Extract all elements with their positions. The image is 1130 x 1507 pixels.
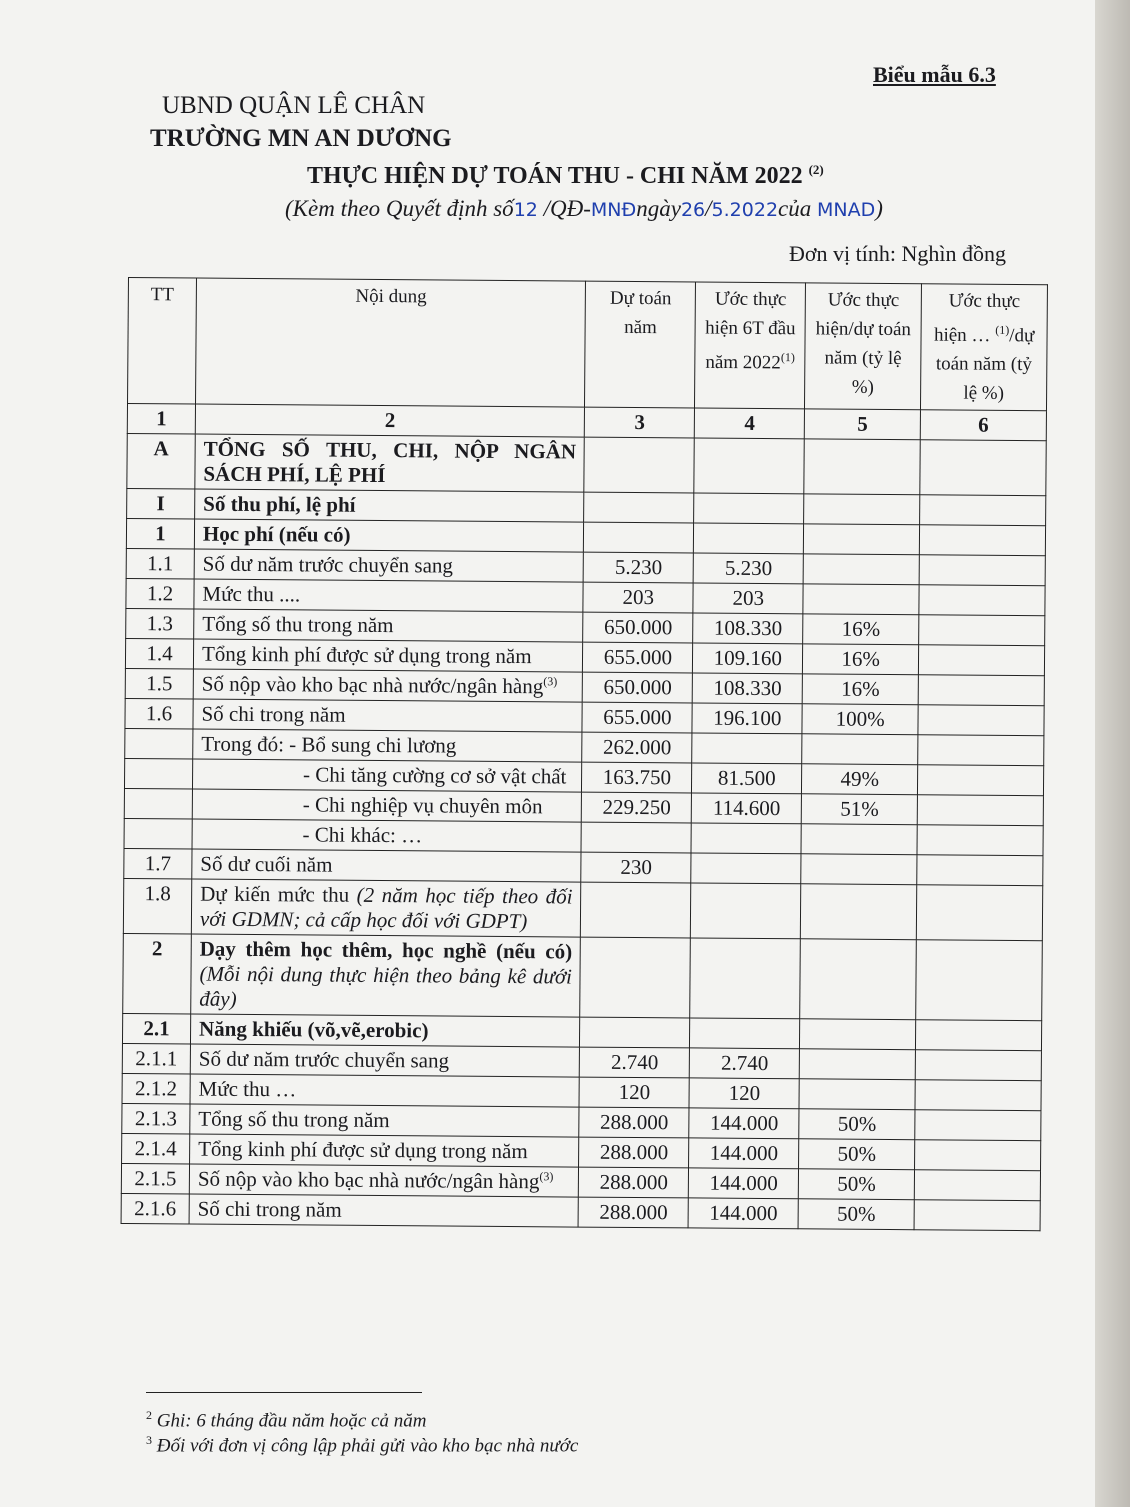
row-number: 2.1.6 (121, 1194, 189, 1225)
row-content-text: - Chi nghiệp vụ chuyên môn (302, 792, 543, 819)
row-content (193, 639, 583, 672)
header-ratio-other-note: (1) (995, 322, 1010, 337)
cell-ratio (804, 439, 920, 495)
row-number: 1.6 (125, 699, 193, 730)
cell-6month-actual (690, 1018, 800, 1049)
col-index: 1 (127, 404, 195, 435)
unit-label: Đơn vị tính: Nghìn đồng (789, 241, 1006, 266)
title-note: (2) (808, 162, 824, 177)
row-content (191, 934, 581, 1017)
cell-estimate: 2.740 (580, 1047, 690, 1078)
row-content-text: Dự kiến mức thu (200, 881, 350, 908)
cell-ratio-other (918, 705, 1044, 736)
cell-ratio: 16% (802, 674, 918, 705)
subtitle-part: / (705, 196, 712, 221)
header-6month-note: (1) (780, 350, 795, 365)
cell-6month-actual: 203 (693, 583, 803, 614)
row-content (190, 1074, 580, 1107)
cell-ratio-other (920, 495, 1046, 526)
handwritten-date: 5.2022 (711, 199, 779, 221)
cell-estimate: 163.750 (582, 762, 692, 793)
cell-ratio: 51% (801, 794, 917, 825)
cell-ratio-other (916, 1020, 1042, 1051)
cell-estimate: 120 (579, 1077, 689, 1108)
cell-estimate (584, 492, 694, 523)
cell-6month-actual (692, 733, 802, 764)
row-content-text: Học phí (nếu có) (202, 521, 351, 548)
row-content (190, 1014, 580, 1047)
row-content (194, 519, 584, 552)
subtitle-part: (Kèm theo Quyết định số (285, 196, 514, 221)
cell-ratio-other (920, 440, 1046, 496)
table-row (123, 934, 1043, 1021)
row-number: 1.7 (124, 849, 192, 880)
header-estimate: Dự toán năm (585, 281, 696, 408)
cell-estimate: 288.000 (579, 1137, 689, 1168)
row-content-text: Số nộp vào kho bạc nhà nước/ngân hàng (201, 671, 544, 699)
cell-estimate: 230 (581, 852, 691, 883)
row-number: 2.1 (122, 1014, 190, 1045)
cell-estimate: 288.000 (579, 1167, 689, 1198)
footnote-mark: 2 (146, 1408, 152, 1422)
row-content-text: Tổng số thu trong năm (198, 1106, 390, 1133)
handwritten-issuer: MNAD (817, 199, 876, 221)
row-content-text: Mức thu … (198, 1076, 297, 1102)
col-index: 4 (695, 408, 805, 439)
header-tt: TT (128, 278, 197, 405)
cell-ratio-other (919, 525, 1045, 556)
row-content (192, 759, 582, 792)
cell-estimate (581, 822, 691, 853)
row-content (193, 669, 583, 702)
row-content (192, 819, 582, 852)
cell-estimate: 229.250 (582, 792, 692, 823)
row-content (194, 609, 584, 642)
row-content-text: Số chi trong năm (197, 1196, 342, 1223)
cell-ratio (801, 854, 917, 885)
row-content-text: Tổng số thu trong năm (202, 611, 394, 638)
header-6month-text: Ước thực hiện 6T đầu năm 2022 (705, 288, 796, 374)
row-content-text: Số chi trong năm (201, 701, 346, 728)
cell-ratio (804, 524, 920, 555)
row-content-text: Số nộp vào kho bạc nhà nước/ngân hàng (197, 1166, 540, 1194)
cell-ratio-other (918, 735, 1044, 766)
row-content-italic-note: (Mỗi nội dung thực hiện theo bảng kê dưới đây) (199, 961, 573, 1012)
org-name-district: UBND QUẬN LÊ CHÂN (162, 92, 426, 119)
handwritten-code: MNĐ (590, 199, 637, 221)
row-content-text: Dạy thêm học thêm, học nghề (nếu có) (199, 936, 573, 964)
cell-6month-actual: 120 (689, 1078, 799, 1109)
row-content (189, 1194, 579, 1227)
row-content (190, 1104, 580, 1137)
cell-ratio (800, 1019, 916, 1050)
row-content (192, 849, 582, 882)
cell-estimate: 655.000 (582, 702, 692, 733)
cell-estimate: 262.000 (582, 732, 692, 763)
cell-ratio: 16% (803, 644, 919, 675)
cell-ratio-other (914, 1200, 1040, 1231)
cell-6month-actual (690, 938, 801, 1019)
cell-estimate: 288.000 (578, 1197, 688, 1228)
row-content-note: (3) (539, 1169, 554, 1184)
handwritten-day: 26 (680, 199, 706, 221)
table-body (121, 434, 1046, 1231)
cell-6month-actual: 196.100 (692, 703, 802, 734)
page-edge-background (1095, 0, 1130, 1507)
row-number: 1.1 (126, 549, 194, 580)
cell-ratio-other (915, 1110, 1041, 1141)
header-ratio-other-a: Ước thực hiện … (933, 290, 1021, 347)
row-number: 1.8 (123, 879, 191, 935)
row-content (194, 549, 584, 582)
row-content-note: (3) (543, 674, 558, 689)
handwritten-number: 12 (513, 199, 538, 221)
row-number: 2 (123, 934, 192, 1015)
cell-6month-actual: 108.330 (692, 673, 802, 704)
row-content-text: Tổng kinh phí được sử dụng trong năm (201, 641, 532, 669)
row-number: 2.1.3 (122, 1104, 190, 1135)
header-ratio: Ước thực hiện/dự toán năm (tỷ lệ %) (805, 283, 922, 410)
cell-estimate: 655.000 (583, 642, 693, 673)
cell-ratio-other (916, 940, 1042, 1021)
row-number: 2.1.4 (122, 1134, 190, 1165)
cell-ratio (800, 939, 917, 1020)
row-content-text: Năng khiếu (võ,vẽ,erobic) (198, 1016, 429, 1043)
header-content: Nội dung (195, 278, 585, 407)
cell-6month-actual (691, 823, 801, 854)
cell-ratio (799, 1079, 915, 1110)
cell-ratio-other (916, 885, 1042, 941)
cell-estimate (584, 522, 694, 553)
cell-ratio: 100% (802, 704, 918, 735)
document-title (307, 162, 824, 190)
cell-6month-actual: 144.000 (689, 1138, 799, 1169)
row-content (190, 1044, 580, 1077)
cell-6month-actual (694, 493, 804, 524)
cell-ratio (804, 494, 920, 525)
row-number: 1.3 (126, 609, 194, 640)
cell-6month-actual: 144.000 (688, 1198, 798, 1229)
footnote-2 (146, 1433, 578, 1457)
cell-estimate: 5.230 (584, 552, 694, 583)
row-content (192, 789, 582, 822)
header-ratio-other (921, 284, 1048, 411)
budget-table (121, 277, 1048, 1232)
header-6month-actual (695, 282, 806, 409)
col-index: 3 (585, 407, 695, 438)
cell-6month-actual (694, 523, 804, 554)
cell-ratio-other (919, 615, 1045, 646)
row-number: 2.1.2 (122, 1074, 190, 1105)
row-content (191, 879, 581, 937)
cell-6month-actual (694, 438, 804, 494)
cell-ratio-other (918, 675, 1044, 706)
row-number (124, 789, 192, 820)
org-name-school: TRƯỜNG MN AN DƯƠNG (150, 125, 452, 152)
cell-ratio: 49% (802, 764, 918, 795)
subtitle-part: của (778, 196, 812, 221)
row-content (193, 699, 583, 732)
cell-6month-actual (691, 883, 801, 939)
cell-estimate: 650.000 (583, 612, 693, 643)
row-content (195, 489, 585, 522)
cell-ratio-other (917, 795, 1043, 826)
row-content (190, 1134, 580, 1167)
row-content (193, 729, 583, 762)
cell-ratio-other (914, 1170, 1040, 1201)
row-number: 2.1.1 (122, 1044, 190, 1075)
cell-estimate: 650.000 (583, 672, 693, 703)
cell-estimate: 203 (583, 582, 693, 613)
row-content-text: Số thu phí, lệ phí (203, 491, 356, 518)
cell-6month-actual: 81.500 (692, 763, 802, 794)
col-index: 2 (195, 404, 585, 437)
row-number: 1.4 (125, 639, 193, 670)
cell-ratio: 50% (798, 1199, 914, 1230)
row-number: 1.5 (125, 669, 193, 700)
row-content-text: Số dư năm trước chuyển sang (202, 551, 454, 578)
row-number: 2.1.5 (121, 1164, 189, 1195)
cell-ratio-other (917, 855, 1043, 886)
row-content (194, 579, 584, 612)
table-header-row (128, 278, 1048, 412)
row-content-text: - Chi khác: … (302, 822, 423, 848)
subtitle-part: ngày (636, 196, 681, 221)
form-code: Biểu mẫu 6.3 (873, 62, 996, 87)
row-number: I (127, 489, 195, 520)
row-content (189, 1164, 579, 1197)
cell-6month-actual: 114.600 (692, 793, 802, 824)
decision-reference (285, 196, 883, 222)
col-index: 5 (804, 409, 920, 440)
row-number (124, 759, 192, 790)
row-content-text: - Chi tăng cường cơ sở vật chất (302, 762, 567, 789)
cell-6month-actual: 144.000 (689, 1108, 799, 1139)
cell-ratio (803, 554, 919, 585)
footnote-divider (146, 1392, 422, 1393)
row-content-text: Số dư cuối năm (200, 851, 333, 877)
footnote-1 (146, 1408, 426, 1432)
cell-ratio-other (917, 825, 1043, 856)
row-content-text: Tổng kinh phí được sử dụng trong năm (198, 1136, 528, 1164)
cell-ratio: 50% (799, 1169, 915, 1200)
cell-ratio-other (915, 1140, 1041, 1171)
cell-6month-actual: 108.330 (693, 613, 803, 644)
cell-ratio (803, 584, 919, 615)
cell-ratio-other (919, 555, 1045, 586)
cell-ratio: 16% (803, 614, 919, 645)
cell-ratio: 50% (799, 1109, 915, 1140)
cell-ratio-other (918, 765, 1044, 796)
row-content-text: Số dư năm trước chuyển sang (198, 1046, 450, 1073)
cell-ratio-other (919, 585, 1045, 616)
cell-estimate (580, 1017, 690, 1048)
row-content-italic-note: (2 năm học tiếp theo đối với GDMN; cả cấp học đối với GDPT) (199, 883, 573, 934)
subtitle-part: ) (875, 196, 883, 221)
row-number: A (127, 434, 195, 490)
col-index: 6 (920, 410, 1046, 441)
row-number (125, 729, 193, 760)
table-row (127, 434, 1046, 496)
subtitle-part: /QĐ- (543, 196, 591, 221)
table-row (123, 879, 1042, 941)
row-content (195, 434, 585, 492)
cell-6month-actual: 144.000 (689, 1168, 799, 1199)
cell-estimate (580, 937, 691, 1018)
cell-ratio (802, 734, 918, 765)
title-text: THỰC HIỆN DỰ TOÁN THU - CHI NĂM 2022 (307, 163, 803, 189)
cell-ratio-other (915, 1080, 1041, 1111)
row-number: 1 (126, 519, 194, 550)
footnote-mark: 3 (146, 1433, 152, 1447)
cell-6month-actual: 109.160 (693, 643, 803, 674)
header-ratio-other-b: /dự toán năm (tỷ lệ %) (935, 325, 1035, 405)
row-content-text: TỔNG SỐ THU, CHI, NỘP NGÂN SÁCH PHÍ, LỆ PHÍ (203, 436, 577, 488)
cell-estimate (581, 882, 691, 938)
cell-ratio (801, 884, 917, 940)
row-number: 1.2 (126, 579, 194, 610)
footnote-text: Đối với đơn vị công lập phải gửi vào kho bạc nhà nước (156, 1435, 579, 1457)
cell-6month-actual: 5.230 (693, 553, 803, 584)
row-number (124, 819, 192, 850)
row-content-text: Trong đó: - Bổ sung chi lương (201, 731, 457, 758)
cell-ratio-other (915, 1050, 1041, 1081)
row-content-text: Mức thu .... (202, 581, 301, 607)
cell-estimate (584, 437, 694, 493)
cell-ratio-other (919, 645, 1045, 676)
cell-estimate: 288.000 (579, 1107, 689, 1138)
cell-6month-actual (691, 853, 801, 884)
cell-ratio (799, 1049, 915, 1080)
cell-ratio: 50% (799, 1139, 915, 1170)
cell-6month-actual: 2.740 (690, 1048, 800, 1079)
footnote-text: Ghi: 6 tháng đầu năm hoặc cả năm (156, 1410, 427, 1432)
cell-ratio (801, 824, 917, 855)
